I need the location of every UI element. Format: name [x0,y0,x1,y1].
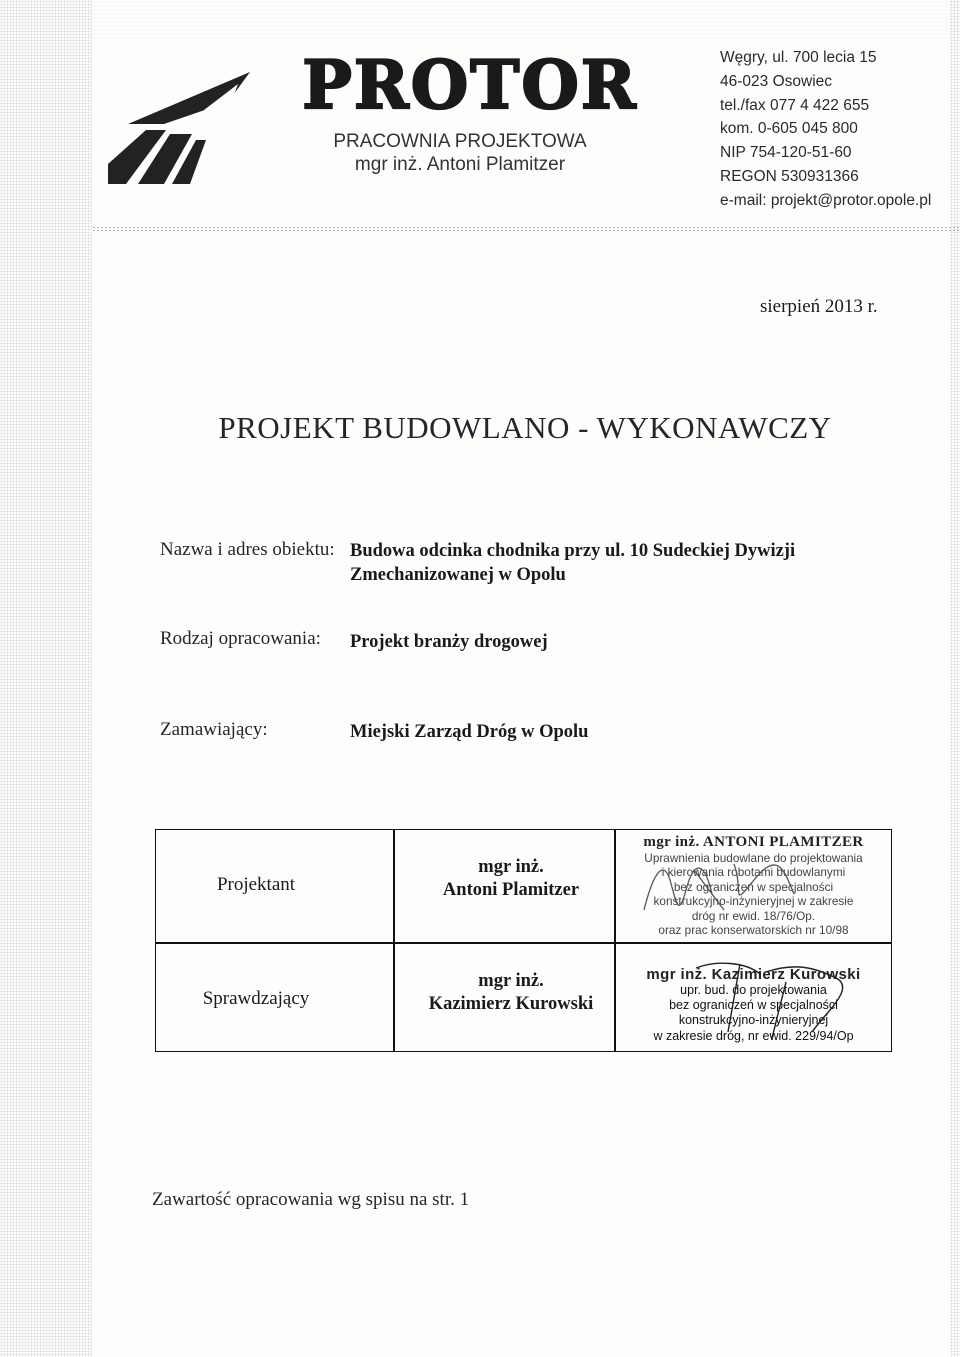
company-subtitle [300,130,620,176]
designer-stamp-line: bez ograniczeń w specjalności [673,879,834,894]
document-type-label: Rodzaj opracowania: [160,628,321,649]
company-owner: mgr inż. Antoni Plamitzer [354,154,566,175]
reviewer-stamp-line: konstrukcyjno-inżynieryjnej [678,1013,829,1028]
contact-postcode: 46-023 Osowiec [720,72,833,90]
reviewer-stamp [614,966,893,1044]
company-name: PRACOWNIA PROJEKTOWA [333,131,587,152]
designer-title: mgr inż. [478,857,544,877]
reviewer-role: Sprawdzający [202,988,310,1009]
scan-shadow-right [950,0,960,1357]
document-type-value: Projekt branży drogowej [350,632,548,652]
contact-nip: NIP 754-120-51-60 [720,144,852,162]
contents-note: Zawartość opracowania wg spisu na str. 1 [152,1189,470,1210]
object-name-line1: Budowa odcinka chodnika przy ul. 10 Sudeckiej Dywizji [350,541,796,561]
brand-wordmark [280,44,660,128]
client-label: Zamawiający: [160,719,268,740]
reviewer-person [406,970,616,1016]
signature-table [155,829,892,1052]
designer-stamp-line: Uprawnienia budowlane do projektowania [644,851,863,865]
reviewer-stamp-line: bez ograniczeń w specjalności [669,998,838,1013]
reviewer-title: mgr inż. [478,971,544,991]
reviewer-stamp-name: mgr inż. Kazimierz Kurowski [646,966,861,983]
document-date: sierpień 2013 r. [760,296,878,317]
reviewer-stamp-line: upr. bud. do projektowania [680,983,827,997]
object-name-label: Nazwa i adres obiektu: [160,539,335,560]
reviewer-name: Kazimierz Kurowski [428,994,594,1014]
client-value: Miejski Zarząd Dróg w Opolu [350,722,589,742]
brand-text: PROTOR [302,46,638,124]
object-name-line2: Zmechanizowanej w Opolu [350,565,566,585]
designer-stamp-name: mgr inż. ANTONI PLAMITZER [643,834,864,850]
designer-stamp-line: konstrukcyjno-inżynieryjnej w zakresie [653,894,854,909]
contact-phone: tel./fax 077 4 422 655 [720,96,870,114]
document-title: PROJEKT BUDOWLANO - WYKONAWCZY [218,410,832,445]
scan-shadow-top [92,0,960,40]
designer-role: Projektant [216,874,296,895]
contact-regon: REGON 530931366 [720,167,859,185]
header-divider [92,226,960,232]
designer-stamp-line: i kierowania robotami budowlanymi [661,865,846,880]
table-divider-row [156,942,891,944]
designer-stamp-line: oraz prac konserwatorskich nr 10/98 [658,923,849,938]
contact-block [720,46,950,213]
designer-stamp-line: dróg nr ewid. 18/76/Op. [691,908,816,923]
table-divider-col1 [393,830,395,1051]
contact-email: e-mail: projekt@protor.opole.pl [720,191,932,209]
contact-mobile: kom. 0-605 045 800 [720,120,858,138]
designer-stamp [614,834,893,937]
designer-person [406,856,616,902]
reviewer-stamp-line: w zakresie dróg, nr ewid. 229/94/Op [653,1028,854,1043]
object-name-value [350,539,795,587]
contact-address: Węgry, ul. 700 lecia 15 [720,49,877,66]
road-logo-icon [108,72,250,184]
scan-shadow-left [0,0,92,1357]
designer-name: Antoni Plamitzer [442,880,580,900]
